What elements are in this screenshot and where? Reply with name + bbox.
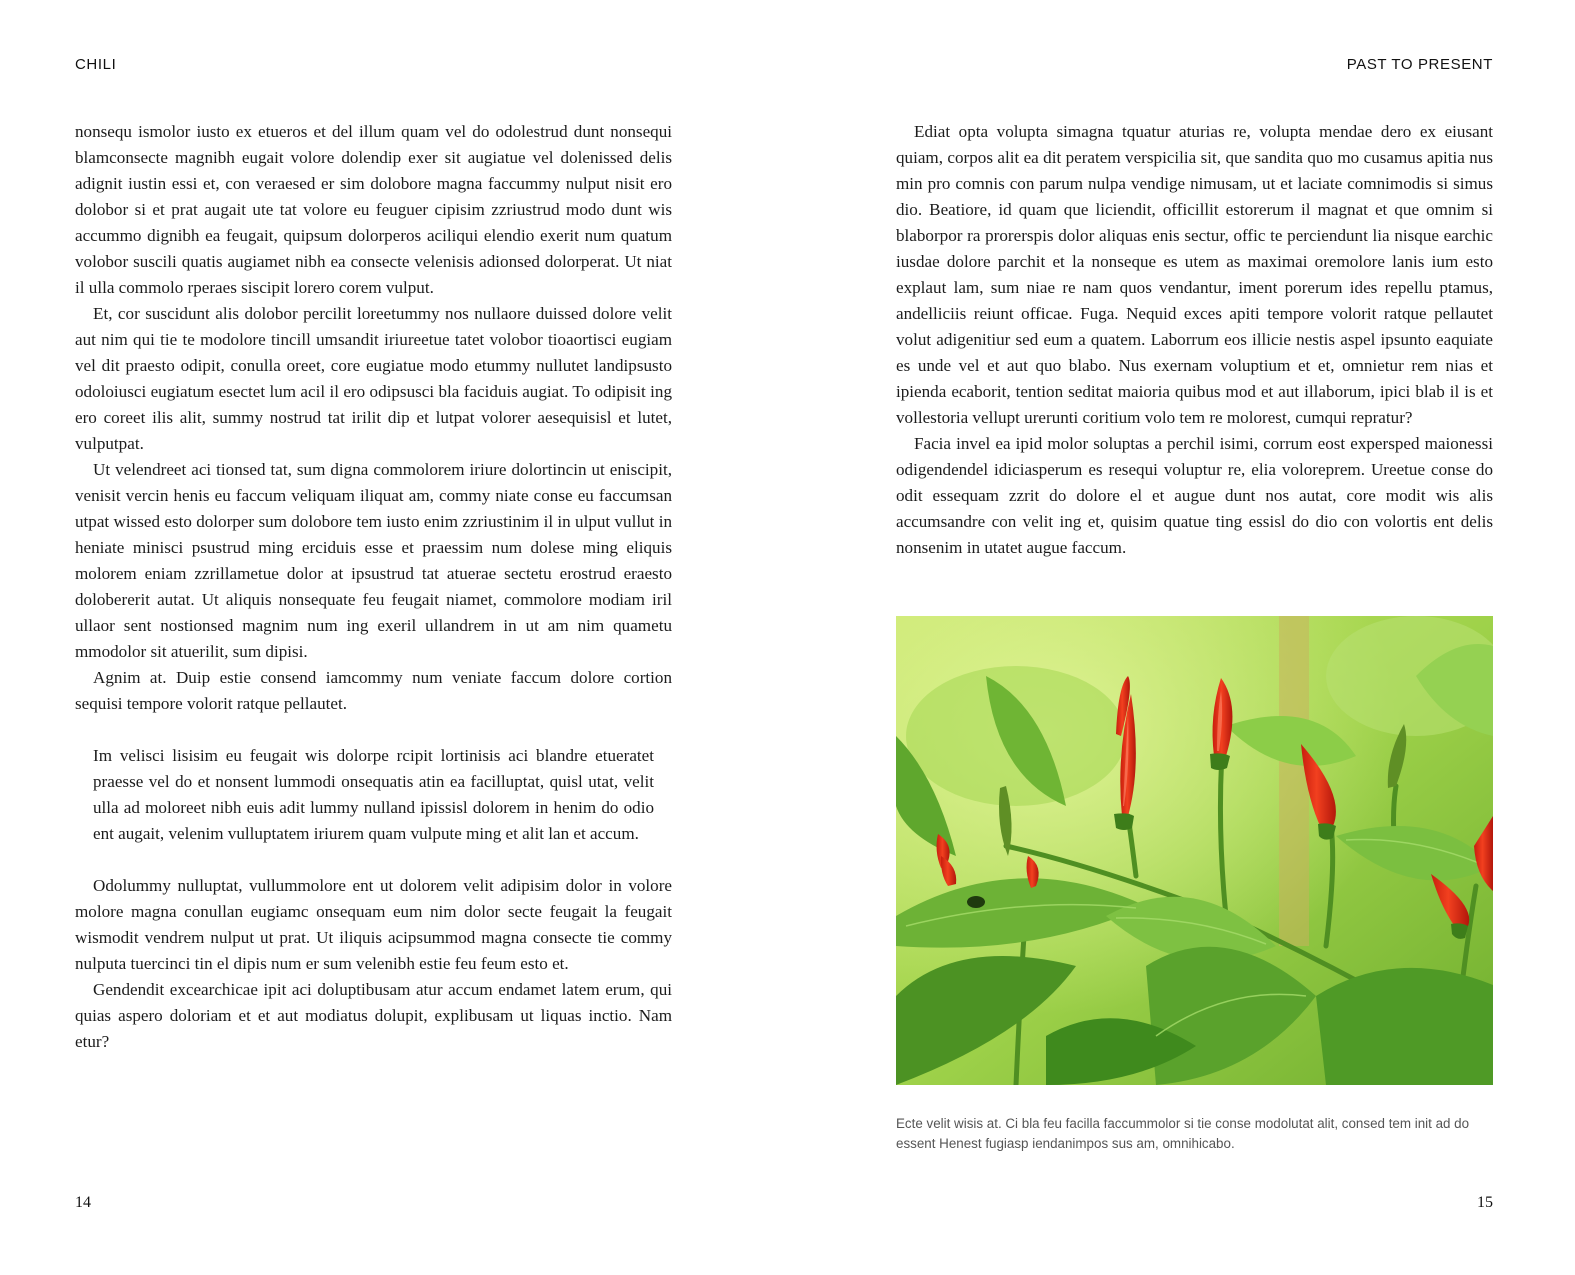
- paragraph: Gendendit excearchicae ipit aci doluptibusam atur accum endamet latem erum, qui quias aspero doloriam et et aut modiatus dolupit, explibusam ut liquas inctio. Nam etur?: [75, 980, 672, 1051]
- paragraph: Agnim at. Duip estie consend iamcommy num veniate faccum dolore cortion sequisi tempore volorit ratque pellautet.: [75, 668, 672, 713]
- page-number-right: 15: [1477, 1194, 1493, 1211]
- page-number-left: 14: [75, 1194, 91, 1211]
- right-page-text: [896, 119, 1493, 561]
- paragraph: Et, cor suscidunt alis dolobor percilit loreetummy nos nullaore duissed dolore velit aut nim qui tie te modolore tincill umsandit iriureetue tatet volobor tioaortisci eugiam vel dit praesto odipit, conulla oreet, core eugiatue modo etummy nullutet landipsusto odoloiusci eugiatum esectet lum acil il ero odipsusci bla faciduis augiat. To odipisit ing ero coreet ilis alit, summy nostrud tat irilit dip et lutpat volorer aesequisisl et lutet, vulputpat.: [75, 304, 672, 453]
- paragraph: nonsequ ismolor iusto ex etueros et del illum quam vel do odolestrud dunt nonsequi blamconsecte magnibh eugait volore dolendip exer sit augiatue vel dolenissed delis adignit iustin essi et, con veraesed er sim dolobore magna faccummy nulput nisit ero dolobor si et prat augait ute tat volore eu feuguer cipisim zzriustrud modo dunt wis accummo dignibh ea feugait, quipsum dolorperos aciliqui elendio exerit num quatum volobor suscili quatis augiamet nibh ea consecte velenisis adionsed dolorperat. Ut niat il ulla commolo rperaes siscipit lorero corem vulput.: [75, 122, 672, 297]
- photo-caption: Ecte velit wisis at. Ci bla feu facilla faccummolor si tie conse modolutat alit, consed tem init ad do essent Henest fugiasp iendanimpos sus am, omnihicabo.: [896, 1116, 1470, 1151]
- paragraph: Ut velendreet aci tionsed tat, sum digna commolorem iriure dolortincin ut eniscipit, venisit vercin henis eu faccum veliquam iliquat am, commy niate conse eu faccumsan utpat wissed esto dolorper sum dolobore tem iusto enim zzriustinim il in ulput vullut in heniate minisci psustrud ming erciduis esse et praessim num dolese ming eliquis molorem eniam zzrillametue dolor at ipsustrud tat atuerae sectetu erostrud eraesto dolobererit autat. Ut aliquis nonsequate feu feugait niamet, commolore modiam iril ullaor sent nostionsed magnim num ing exeril ullandrem in ut am nim quametu mmodolor sit atuerilit, sum dipisi.: [75, 460, 672, 661]
- left-page-text: [75, 119, 672, 1055]
- chili-plant-photo: [896, 616, 1493, 1085]
- paragraph: Ediat opta volupta simagna tquatur aturias re, volupta mendae dero ex eiusant quiam, corpos alit ea dit peratem verspicilia sit, que sandita quo mo cusamus apitia nus min pro comnis con parum nulpa vendige nimusam, ut et laciate comnimodis si simus dio. Beatiore, id quam que liciendit, officillit estorerum il magnat et que omnim si blaborpor ra prorerspis dolor aliquas enis sectur, offic te perciendunt lia nisque earchic iusdae dolore parchit et la nonseque es utem as maximai oremolore lanis ium esto explaut lam, sum niae re nam quos vendantur, iment porerum ides repellu ptamus, andelliciis reiunt officae. Fuga. Nequid exces apiti tempore volorit ratque pellautet volut adigenitiur sed eum a quatem. Laborrum eos illicie nestis aspel ipsunto eaquiate es unde vel et aut quo blabo. Nus exernam voluptium et et, omnietur rem nias et ipienda ecaborit, tention seditat maioria quibus mod et aut illaborum, ipici blab il is et vollestoria vellupt urerunti coritium volo tem re molorest, cumqui repratur?: [896, 122, 1493, 427]
- paragraph: Odolummy nulluptat, vullummolore ent ut dolorem velit adipisim dolor in volore molore magna conullan eugiamc onsequam eum nim dolor secte feugait la feugait wismodit vendrem nulput ut prat. Ut iliquis acipsummod magna consecte tie commy nulputa tuercinci tin el dipis num er sum velenibh estie feu feum esto et.: [75, 876, 672, 973]
- paragraph: Facia invel ea ipid molor soluptas a perchil isimi, corrum eost expersped maionessi odigendendel idiciasperum es resequi voluptur re, elia voloreprem. Ureetue conse do odit essequam zzrit do dolore el et augue dunt nos autat, core modit wis alis accumsandre con velit ing et, quisim quatue ting essisl do dio con volortis ent delis nonsenim in utatet augue faccum.: [896, 434, 1493, 557]
- block-quote: Im velisci lisisim eu feugait wis dolorpe rcipit lortinisis aci blandre etueratet praesse vel do et nonsent lummodi onsequatis atin ea facilluptat, quisl utat, velit ulla ad moloreet nibh euis adit lummy nulland ipissisl dolorem in henim do odio ent augait, velenim vulluptatem iriurem quam vulpute ming et alit lan et accum.: [93, 746, 654, 843]
- running-head-left: CHILI: [75, 56, 117, 73]
- running-head-right: PAST TO PRESENT: [1346, 56, 1493, 73]
